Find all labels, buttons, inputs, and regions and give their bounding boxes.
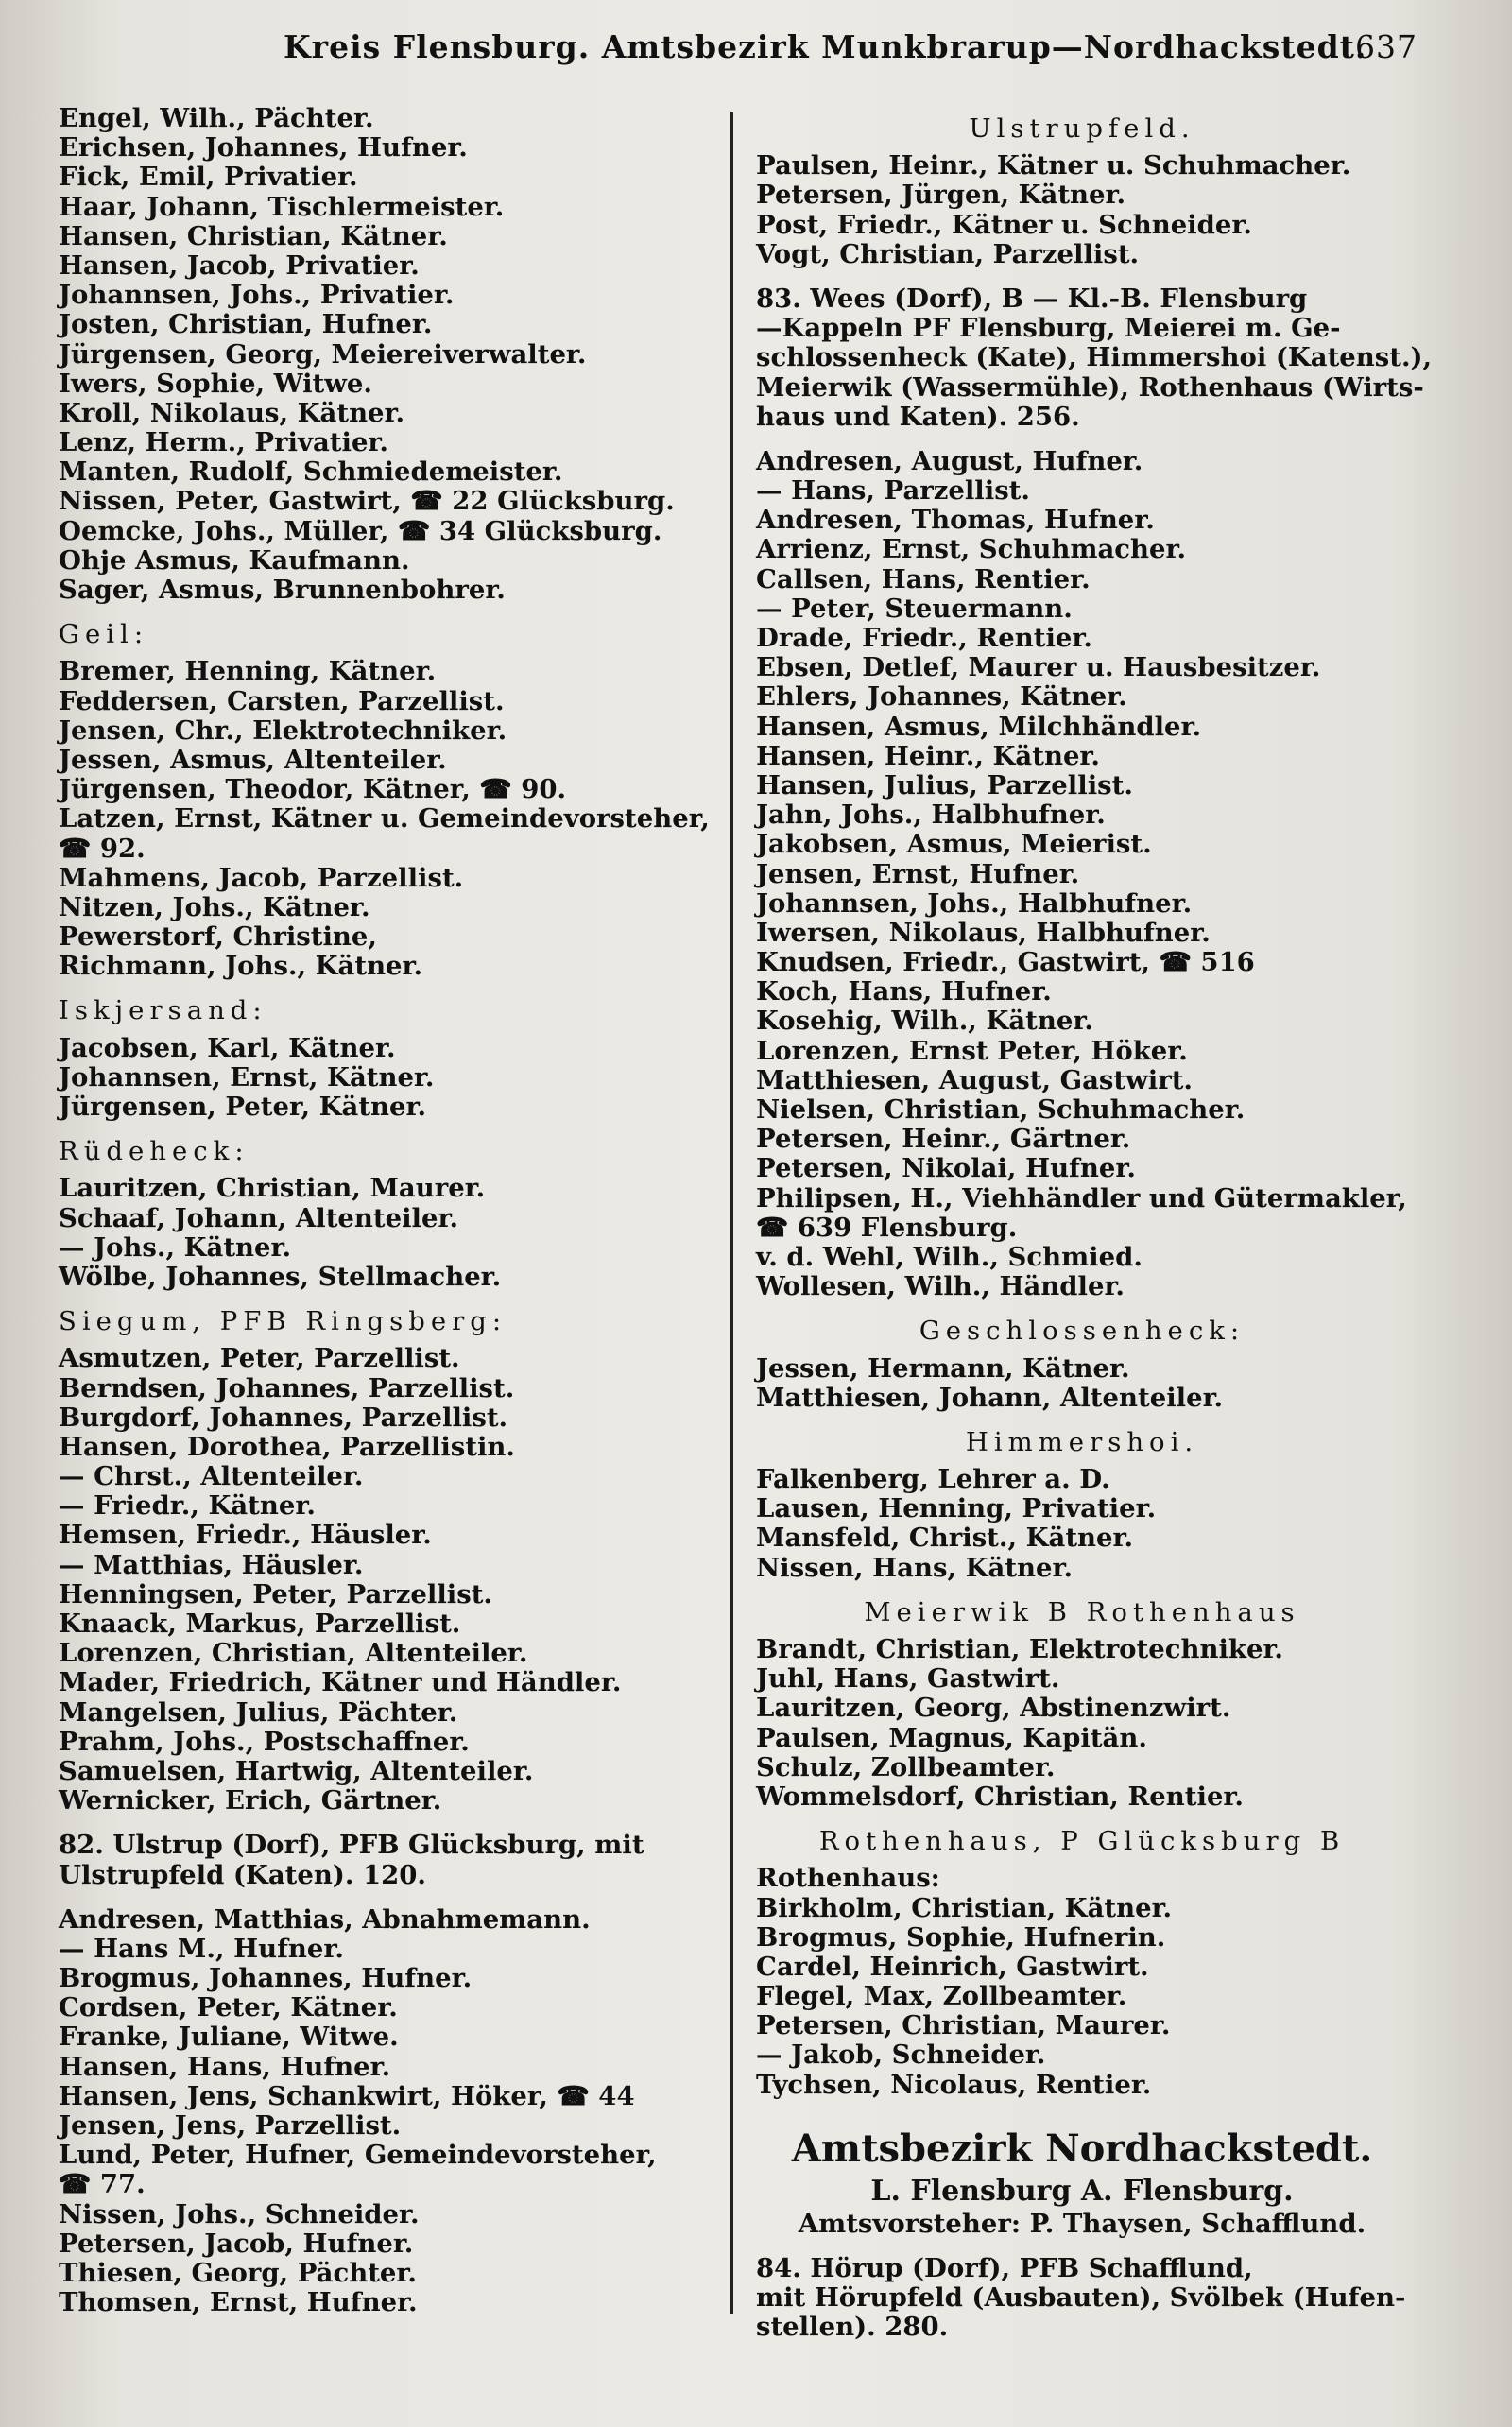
- directory-entry: Tychsen, Nicolaus, Rentier.: [756, 2069, 1152, 2100]
- directory-entry: Iwers, Sophie, Witwe.: [59, 368, 372, 399]
- directory-entry: Engel, Wilh., Pächter.: [59, 103, 374, 133]
- directory-entry: Sager, Asmus, Brunnenbohrer.: [59, 575, 506, 605]
- directory-entry: Arrienz, Ernst, Schuhmacher.: [756, 534, 1187, 565]
- directory-entry: Rothenhaus:: [756, 1863, 940, 1894]
- directory-entry: Matthiesen, August, Gastwirt.: [756, 1064, 1193, 1095]
- place-subheading: Iskjersand:: [59, 995, 267, 1026]
- directory-entry: Ebsen, Detlef, Maurer u. Hausbesitzer.: [756, 652, 1321, 683]
- directory-entry: Nissen, Hans, Kätner.: [756, 1552, 1074, 1583]
- directory-entry: v. d. Wehl, Wilh., Schmied.: [756, 1241, 1143, 1272]
- directory-entry: Petersen, Nikolai, Hufner.: [756, 1153, 1136, 1184]
- directory-entry: Hansen, Asmus, Milchhändler.: [756, 711, 1202, 742]
- spacer: [756, 432, 1408, 447]
- directory-entry: Richmann, Johs., Kätner.: [59, 951, 423, 982]
- directory-entry: Jürgensen, Peter, Kätner.: [59, 1092, 427, 1122]
- directory-entry: schlossenheck (Kate), Himmershoi (Katenst.),: [756, 342, 1433, 373]
- directory-entry: — Chrst., Altenteiler.: [59, 1461, 364, 1492]
- directory-entry: Mansfeld, Christ., Kätner.: [756, 1523, 1134, 1554]
- directory-entry: Jürgensen, Theodor, Kätner, ☎ 90.: [59, 774, 567, 805]
- directory-entry: Schulz, Zollbeamter.: [756, 1751, 1056, 1782]
- directory-entry: Feddersen, Carsten, Parzellist.: [59, 685, 505, 716]
- directory-entry: Petersen, Jacob, Hufner.: [59, 2228, 414, 2259]
- directory-entry: Ulstrupfeld (Katen). 120.: [59, 1859, 426, 1890]
- directory-entry: Nielsen, Christian, Schuhmacher.: [756, 1094, 1246, 1125]
- directory-entry: ☎ 77.: [59, 2169, 146, 2200]
- directory-entry: Hansen, Hans, Hufner.: [59, 2051, 391, 2082]
- directory-entry: Ehlers, Johannes, Kätner.: [756, 681, 1127, 713]
- directory-entry: Brogmus, Johannes, Hufner.: [59, 1963, 472, 1994]
- district-entry-line: mit Hörupfeld (Ausbauten), Svölbek (Hufen-: [756, 2282, 1406, 2314]
- district-entry-line: stellen). 280.: [756, 2312, 949, 2343]
- directory-entry: Johannsen, Johs., Halbhufner.: [756, 887, 1193, 919]
- directory-entry: Burgdorf, Johannes, Parzellist.: [59, 1402, 508, 1433]
- directory-entry: — Jakob, Schneider.: [756, 2040, 1046, 2071]
- directory-entry: Jensen, Ernst, Hufner.: [756, 858, 1080, 889]
- directory-entry: Lund, Peter, Hufner, Gemeindevorsteher,: [59, 2140, 657, 2171]
- directory-entry: Falkenberg, Lehrer a. D.: [756, 1464, 1110, 1495]
- place-subheading: Rothenhaus, P Glücksburg B: [818, 1826, 1346, 1857]
- directory-entry: Cordsen, Peter, Kätner.: [59, 1992, 398, 2023]
- directory-entry: Johannsen, Johs., Privatier.: [59, 280, 455, 311]
- directory-entry: Pewerstorf, Christine,: [59, 921, 377, 953]
- spacer: [59, 1816, 720, 1831]
- directory-entry: Samuelsen, Hartwig, Altenteiler.: [59, 1755, 534, 1786]
- directory-entry: Koch, Hans, Hufner.: [756, 976, 1052, 1007]
- directory-entry: Jensen, Chr., Elektrotechniker.: [59, 714, 507, 746]
- directory-entry: Hansen, Heinr., Kätner.: [756, 740, 1100, 771]
- directory-entry: Latzen, Ernst, Kätner u. Gemeindevorsteher,: [59, 803, 710, 835]
- directory-entry: Philipsen, H., Viehhändler und Gütermakler,: [756, 1182, 1407, 1214]
- directory-entry: Lauritzen, Christian, Maurer.: [59, 1173, 486, 1204]
- directory-entry: —Kappeln PF Flensburg, Meierei m. Ge-: [756, 313, 1341, 344]
- directory-entry: Brandt, Christian, Elektrotechniker.: [756, 1634, 1283, 1664]
- directory-entry: Nissen, Peter, Gastwirt, ☎ 22 Glücksburg.: [59, 486, 675, 517]
- directory-entry: Erichsen, Johannes, Hufner.: [59, 132, 468, 164]
- directory-entry: Berndsen, Johannes, Parzellist.: [59, 1372, 515, 1403]
- directory-entry: Andresen, Thomas, Hufner.: [756, 505, 1155, 536]
- directory-entry: Paulsen, Magnus, Kapitän.: [756, 1722, 1147, 1753]
- directory-entry: Manten, Rudolf, Schmiedemeister.: [59, 456, 563, 488]
- directory-entry: Hansen, Julius, Parzellist.: [756, 769, 1133, 800]
- directory-entry: Jakobsen, Asmus, Meierist.: [756, 829, 1152, 860]
- directory-entry: Johannsen, Ernst, Kätner.: [59, 1061, 435, 1093]
- directory-entry: — Johs., Kätner.: [59, 1231, 292, 1263]
- directory-entry: Jessen, Hermann, Kätner.: [756, 1352, 1130, 1384]
- directory-entry: Knudsen, Friedr., Gastwirt, ☎ 516: [756, 947, 1255, 978]
- district-courts: L. Flensburg A. Flensburg.: [870, 2174, 1294, 2208]
- directory-entry: Mahmens, Jacob, Parzellist.: [59, 862, 464, 893]
- directory-entry: — Hans M., Hufner.: [59, 1933, 344, 1964]
- directory-entry: Kroll, Nikolaus, Kätner.: [59, 397, 405, 428]
- directory-entry: Thiesen, Georg, Pächter.: [59, 2257, 417, 2288]
- spacer: [59, 1890, 720, 1905]
- directory-entry: Lorenzen, Christian, Altenteiler.: [59, 1638, 528, 1669]
- directory-entry: Andresen, Matthias, Abnahmemann.: [59, 1903, 591, 1935]
- directory-entry: Wernicker, Erich, Gärtner.: [59, 1785, 442, 1816]
- directory-entry: ☎ 639 Flensburg.: [756, 1212, 1018, 1243]
- place-subheading: Rüdeheck:: [59, 1136, 249, 1167]
- directory-entry: Jahn, Johs., Halbhufner.: [756, 800, 1106, 831]
- directory-entry: — Matthias, Häusler.: [59, 1549, 364, 1580]
- directory-entry: Hansen, Jens, Schankwirt, Höker, ☎ 44: [59, 2080, 635, 2111]
- directory-entry: Mader, Friedrich, Kätner und Händler.: [59, 1667, 622, 1698]
- directory-entry: Fick, Emil, Privatier.: [59, 162, 358, 193]
- directory-entry: Andresen, August, Hufner.: [756, 445, 1143, 476]
- directory-entry: Wölbe, Johannes, Stellmacher.: [59, 1261, 502, 1292]
- directory-entry: Nitzen, Johs., Kätner.: [59, 891, 370, 922]
- right-column-list: [756, 113, 1433, 2100]
- directory-entry: Vogt, Christian, Parzellist.: [756, 238, 1140, 269]
- column-divider: [730, 112, 733, 2314]
- directory-entry: — Hans, Parzellist.: [756, 475, 1030, 507]
- directory-entry: Brogmus, Sophie, Hufnerin.: [756, 1921, 1166, 1953]
- directory-entry: 83. Wees (Dorf), B — Kl.-B. Flensburg: [756, 283, 1308, 314]
- directory-entry: Haar, Johann, Tischlermeister.: [59, 191, 505, 222]
- directory-entry: Birkholm, Christian, Kätner.: [756, 1892, 1173, 1923]
- directory-entry: Knaack, Markus, Parzellist.: [59, 1609, 461, 1639]
- directory-entry: Callsen, Hans, Rentier.: [756, 563, 1091, 594]
- directory-entry: Matthiesen, Johann, Altenteiler.: [756, 1382, 1224, 1413]
- directory-entry: Prahm, Johs., Postschaffner.: [59, 1726, 470, 1757]
- directory-entry: Petersen, Christian, Maurer.: [756, 2010, 1171, 2041]
- directory-entry: Franke, Juliane, Witwe.: [59, 2022, 399, 2053]
- place-subheading: Geschlossenheck:: [919, 1316, 1246, 1347]
- directory-entry: Hansen, Christian, Kätner.: [59, 220, 448, 251]
- directory-entry: Lausen, Henning, Privatier.: [756, 1493, 1157, 1524]
- district-head: Amtsvorsteher: P. Thaysen, Schafflund.: [798, 2208, 1366, 2239]
- directory-entry: Paulsen, Heinr., Kätner u. Schuhmacher.: [756, 150, 1351, 181]
- directory-entry: Thomsen, Ernst, Hufner.: [59, 2287, 418, 2318]
- left-column: [59, 104, 720, 2317]
- directory-entry: Hemsen, Friedr., Häusler.: [59, 1520, 432, 1551]
- directory-entry: Post, Friedr., Kätner u. Schneider.: [756, 209, 1252, 240]
- directory-entry: Jürgensen, Georg, Meiereiverwalter.: [59, 338, 587, 370]
- directory-entry: Drade, Friedr., Rentier.: [756, 623, 1092, 653]
- directory-entry: Henningsen, Peter, Parzellist.: [59, 1578, 492, 1609]
- directory-entry: haus und Katen). 256.: [756, 401, 1080, 432]
- spacer: [756, 269, 1408, 284]
- district-block: [756, 2125, 1408, 2343]
- directory-entry: Mangelsen, Julius, Pächter.: [59, 1696, 458, 1728]
- place-subheading: Himmershoi.: [965, 1426, 1199, 1457]
- directory-entry: Wollesen, Wilh., Händler.: [756, 1271, 1125, 1302]
- directory-entry: Asmutzen, Peter, Parzellist.: [59, 1343, 460, 1374]
- directory-entry: Ohje Asmus, Kaufmann.: [59, 544, 410, 576]
- directory-entry: — Friedr., Kätner.: [59, 1490, 316, 1522]
- page-number: 637: [1355, 28, 1418, 65]
- directory-entry: Cardel, Heinrich, Gastwirt.: [756, 1951, 1149, 1982]
- directory-entry: Flegel, Max, Zollbeamter.: [756, 1981, 1127, 2012]
- directory-entry: Nissen, Johs., Schneider.: [59, 2198, 420, 2229]
- district-title: Amtsbezirk Nordhackstedt.: [791, 2126, 1373, 2171]
- directory-entry: Petersen, Jürgen, Kätner.: [756, 180, 1126, 211]
- right-column: [756, 99, 1433, 2343]
- directory-entry: Meierwik (Wassermühle), Rothenhaus (Wirts-: [756, 371, 1424, 403]
- place-subheading: Meierwik B Rothenhaus: [864, 1596, 1300, 1627]
- directory-entry: Jacobsen, Karl, Kätner.: [59, 1032, 396, 1063]
- directory-entry: Josten, Christian, Hufner.: [59, 309, 433, 340]
- directory-entry: Hansen, Jacob, Privatier.: [59, 250, 420, 281]
- directory-entry: Lenz, Herm., Privatier.: [59, 427, 388, 458]
- directory-entry: Bremer, Henning, Kätner.: [59, 656, 437, 687]
- place-subheading: Siegum, PFB Ringsberg:: [59, 1306, 507, 1337]
- place-subheading: Geil:: [59, 619, 149, 650]
- directory-entry: Wommelsdorf, Christian, Rentier.: [756, 1781, 1244, 1812]
- directory-entry: Lauritzen, Georg, Abstinenzwirt.: [756, 1693, 1231, 1724]
- directory-entry: Lorenzen, Ernst Peter, Höker.: [756, 1035, 1188, 1066]
- header-title: Kreis Flensburg. Amtsbezirk Munkbrarup—Nordhackstedt.: [284, 28, 1367, 65]
- directory-entry: Kosehig, Wilh., Kätner.: [756, 1006, 1093, 1037]
- page-header: [284, 28, 1418, 76]
- directory-entry: Oemcke, Johs., Müller, ☎ 34 Glücksburg.: [59, 515, 662, 546]
- directory-entry: — Peter, Steuermann.: [756, 593, 1073, 624]
- directory-entry: Hansen, Dorothea, Parzellistin.: [59, 1431, 515, 1462]
- district-entry-line: 84. Hörup (Dorf), PFB Schafflund,: [756, 2253, 1253, 2283]
- directory-entry: Iwersen, Nikolaus, Halbhufner.: [756, 917, 1211, 948]
- directory-entry: Jensen, Jens, Parzellist.: [59, 2110, 402, 2141]
- directory-entry: Jessen, Asmus, Altenteiler.: [59, 744, 447, 775]
- directory-entry: 82. Ulstrup (Dorf), PFB Glücksburg, mit: [59, 1830, 644, 1861]
- directory-entry: Juhl, Hans, Gastwirt.: [756, 1663, 1060, 1695]
- directory-entry: Schaaf, Johann, Altenteiler.: [59, 1202, 459, 1233]
- place-subheading: Ulstrupfeld.: [969, 113, 1195, 144]
- directory-entry: ☎ 92.: [59, 833, 146, 864]
- directory-entry: Petersen, Heinr., Gärtner.: [756, 1124, 1131, 1155]
